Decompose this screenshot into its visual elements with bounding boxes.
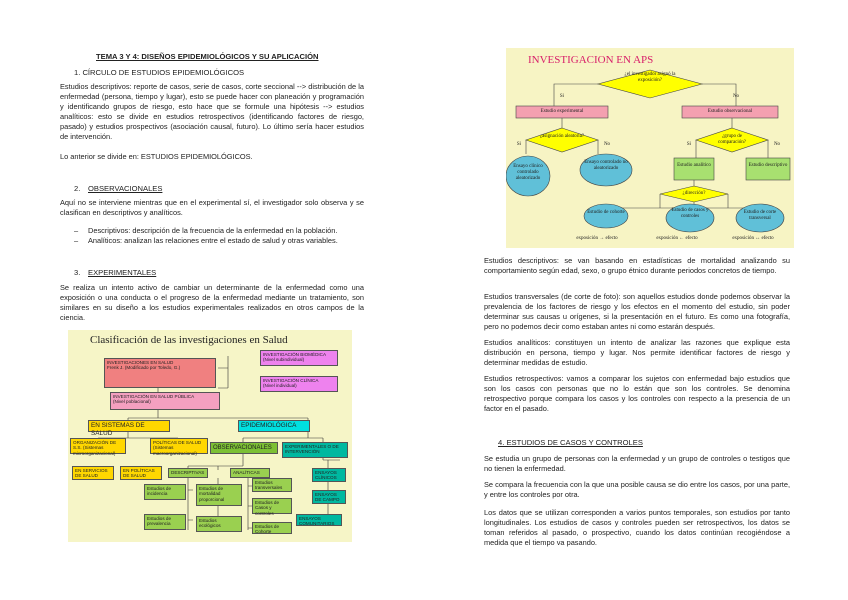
box-epidemiologica: EPIDEMIOLÓGICA xyxy=(238,420,310,432)
bullet-analiticos: – Analíticos: analizan las relaciones entre el estado de salud y otras variables. xyxy=(74,236,338,245)
paragraph-transversales: Estudios transversales (de corte de foto): son aquellos estudios donde podemos observar la prevalencia de los factores de riesgo y los efectos en el momento del estudio, sin poder determinar sus causas u orígenes, si la presentación en el futuro. Es como una fotografía, pero no podemos decir como estaban antes ni como estarán después. xyxy=(484,292,790,331)
box-analiticas: ANALÍTICAS xyxy=(230,468,270,478)
section-1-paragraph-1: Estudios descriptivos: reporte de casos, serie de casos, corte seccional --> distribución de la enfermedad (persona, tiempo y lugar), esto se puede hacer con planeación y programación y identificando grupos de riesgo, esto hace que se formule una hipótesis --> estudios analíticos: esto se divide en estudios retrospectivos (identificando factores de riesgo, pasado) y estudios prospectivos (asociación causal, futuro). Lo último sería hacer estudios de intervención. xyxy=(60,82,364,141)
paragraph-retrospectivos: Estudios retrospectivos: vamos a comparar los sujetos con enfermedad bajo estudios que son los casos con personas que no lo están que son los controles. Se denomina retrospectivo porque compara los casos y los controles con respecto a la presencia de un factor en el pasado. xyxy=(484,374,790,413)
aps-question-direccion: ¿dirección? xyxy=(682,191,706,196)
section-2-paragraph: Aquí no se interviene mientras que en el experimental sí, el investigador solo observa y se clasifican en descriptivos y analíticos. xyxy=(60,198,364,217)
aps-estudio-casos-controles: Estudio de casos y controles xyxy=(671,208,709,219)
paragraph-descriptivos: Estudios descriptivos: se van basando en estadísticas de mortalidad analizando su comportamiento según edad, sexo, o grupo étnico durante periodos concretos de tiempo. xyxy=(484,256,790,275)
box-observacionales: OBSERVACIONALES xyxy=(210,442,278,454)
aps-estudio-observacional: Estudio observacional xyxy=(707,109,753,114)
aps-question-aleatoria: ¿asignación aleatoria? xyxy=(539,134,585,139)
aps-ensayo-no-aleatorizado: Ensayo controlado no aleatorizado xyxy=(584,160,628,171)
box-mortalidad: Estudios de mortalidad proporcional xyxy=(196,484,242,506)
aps-estudio-analitico: Estudio analítico xyxy=(677,163,711,168)
box-ensayos-clinicos: ENSAYOS CLÍNICOS xyxy=(312,468,346,482)
box-investigacion-biomedica: INVESTIGACIÓN BIOMÉDICA (Nivel subindividual) xyxy=(260,350,338,366)
classification-title: Clasificación de las investigaciones en Salud xyxy=(90,334,288,346)
section-3-number: 3. xyxy=(74,268,81,277)
box-salud-publica: INVESTIGACIÓN EN SALUD PÚBLICA (Nivel poblacional) xyxy=(110,392,220,410)
aps-question-comparacion: ¿grupo de comparación? xyxy=(717,134,747,145)
aps-estudio-descriptivo: Estudio descriptivo xyxy=(748,163,788,168)
box-casos-controles: Estudios de Casos y controles xyxy=(252,498,292,514)
section-4-paragraph-2: Se compara la frecuencia con la que una posible causa se dio entre los casos, por una parte, y entre los controles por otra. xyxy=(484,480,790,499)
box-servicios: EN SERVICIOS DE SALUD xyxy=(72,466,114,480)
box-ecologicos: Estudios ecológicos xyxy=(196,516,242,532)
box-prevalencia: Estudios de prevalencia xyxy=(144,514,186,530)
aps-exposicion-efecto-2: exposición ← efecto xyxy=(656,236,698,241)
bullet-descriptivos: – Descriptivos: descripción de la frecuencia de la enfermedad en la población. xyxy=(74,226,338,235)
section-2-heading: OBSERVACIONALES xyxy=(88,184,163,193)
box-investigacion-clinica: INVESTIGACIÓN CLÍNICA (Nivel individual) xyxy=(260,376,338,392)
box-transversales: Estudios transversales xyxy=(252,478,292,492)
box-sistemas-salud: EN SISTEMAS DE SALUD xyxy=(88,420,170,432)
aps-exposicion-efecto-3: exposición ↔ efecto xyxy=(732,236,774,241)
section-3-paragraph: Se realiza un intento activo de cambiar un determinante de la enfermedad como una exposición o una conducta o el progreso de la enfermedad mediante un tratamiento, son similares en su diseño a los estudios experimentales realizados en otros campos de la ciencia. xyxy=(60,283,364,322)
aps-estudio-experimental: Estudio experimental xyxy=(540,109,584,114)
aps-flowchart xyxy=(506,48,794,248)
box-incidencia: Estudios de incidencia xyxy=(144,484,186,500)
right-page xyxy=(424,0,848,600)
box-investigaciones-salud: INVESTIGACIONES EN SALUD Frenk J. (Modificado por Toledo, G.) xyxy=(104,358,216,388)
aps-no-2: No xyxy=(603,142,611,147)
aps-si-1: Si xyxy=(559,94,565,99)
section-1-paragraph-2: Lo anterior se divide en: ESTUDIOS EPIDEMIOLÓGICOS. xyxy=(60,152,253,161)
section-1-heading: 1. CÍRCULO DE ESTUDIOS EPIDEMIOLÓGICOS xyxy=(74,68,245,77)
section-4-heading: 4. ESTUDIOS DE CASOS Y CONTROLES xyxy=(498,438,643,447)
aps-no-3: No xyxy=(773,142,781,147)
aps-question-asignacion: ¿el investigador asignó la exposición? xyxy=(624,72,676,83)
box-politicas: POLÍTICAS DE SALUD (Sistemas macroorganizacional) xyxy=(150,438,208,454)
aps-ensayo-aleatorizado: Ensayo clínico controlado aleatorizado xyxy=(513,164,543,181)
section-2-number: 2. xyxy=(74,184,81,193)
aps-si-3: Si xyxy=(686,142,692,147)
section-4-paragraph-3: Los datos que se utilizan corresponden a varios puntos temporales, son estudios por tanto longitudinales. Los estudios de casos y controles pueden ser retrospectivos, los datos se toman referidos al pasado, o prospectivo, cuando los datos continúan recogiéndose a medida que el tiempo va pasando. xyxy=(484,508,790,547)
aps-estudio-corte-transversal: Estudio de corte transversal xyxy=(743,210,777,221)
paragraph-analiticos: Estudios analíticos: constituyen un intento de analizar las razones que explique esta distribución en persona, tiempo y lugar. Nos permite identificar factores de riesgo y determinar medidas de estudio. xyxy=(484,338,790,367)
classification-diagram xyxy=(68,330,352,542)
section-3-heading: EXPERIMENTALES xyxy=(88,268,157,277)
aps-estudio-cohorte: Estudio de cohorte xyxy=(587,210,625,215)
aps-si-2: Si xyxy=(516,142,522,147)
document-title: TEMA 3 Y 4: DISEÑOS EPIDEMIOLÓGICOS Y SU APLICACIÓN xyxy=(96,52,319,61)
aps-exposicion-efecto-1: exposición → efecto xyxy=(576,236,618,241)
aps-no-1: No xyxy=(732,94,740,99)
section-4-paragraph-1: Se estudia un grupo de personas con la enfermedad y un grupo de controles o testigos que no tienen la enfermedad. xyxy=(484,454,790,473)
aps-title: INVESTIGACION EN APS xyxy=(528,54,654,66)
box-experimentales: EXPERIMENTALES O DE INTERVENCIÓN xyxy=(282,442,348,458)
box-cohorte: Estudios de Cohorte xyxy=(252,522,292,534)
box-en-politicas: EN POLÍTICAS DE SALUD xyxy=(120,466,162,480)
box-organizacion: ORGANIZACIÓN DE S.S. (Sistemas microorganizacional) xyxy=(70,438,126,454)
box-descriptivas: DESCRIPTIVAS xyxy=(168,468,208,478)
box-ensayos-campo: ENSAYOS DE CAMPO xyxy=(312,490,346,504)
box-ensayos-comunitarios: ENSAYOS COMUNITARIOS xyxy=(296,514,342,526)
